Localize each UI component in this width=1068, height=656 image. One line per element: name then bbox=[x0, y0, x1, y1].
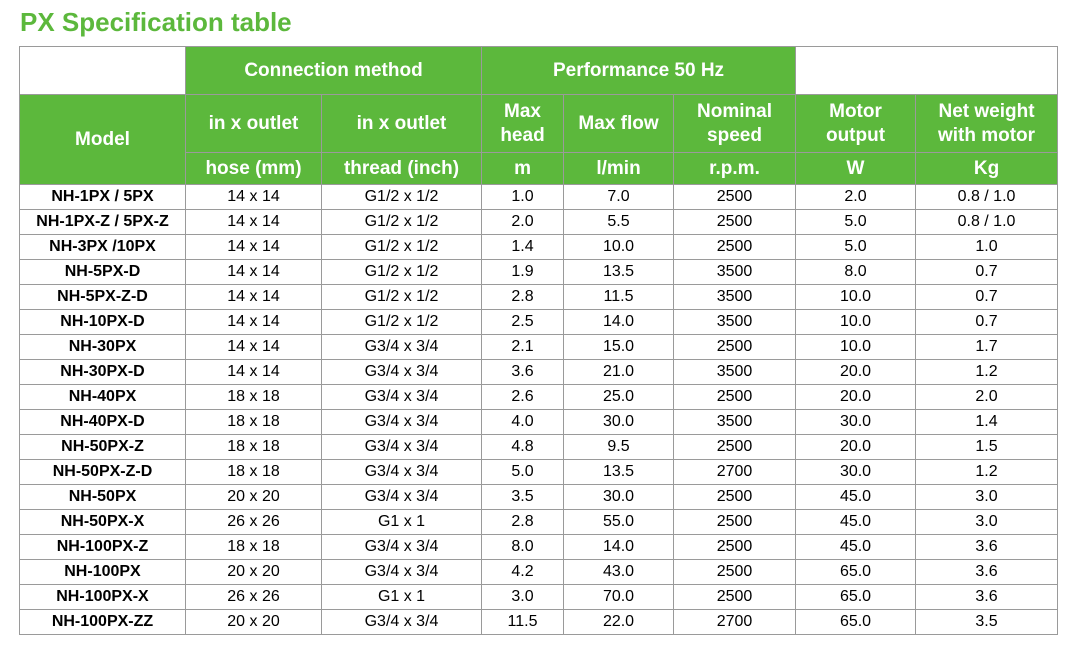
nominal-speed-cell: 2700 bbox=[674, 460, 796, 485]
motor-output-cell: 65.0 bbox=[796, 560, 916, 585]
nominal-speed-cell: 3500 bbox=[674, 285, 796, 310]
nominal-speed-cell: 2500 bbox=[674, 210, 796, 235]
motor-output-cell: 20.0 bbox=[796, 435, 916, 460]
hose-size-cell: 18 x 18 bbox=[186, 410, 322, 435]
max-head-cell: 3.0 bbox=[482, 585, 564, 610]
motor-output-cell: 45.0 bbox=[796, 485, 916, 510]
max-flow-cell: 43.0 bbox=[564, 560, 674, 585]
nominal-speed-cell: 2500 bbox=[674, 335, 796, 360]
model-cell: NH-50PX-Z-D bbox=[20, 460, 186, 485]
max-flow-cell: 25.0 bbox=[564, 385, 674, 410]
nominal-speed-cell: 2700 bbox=[674, 610, 796, 635]
hose-size-cell: 14 x 14 bbox=[186, 335, 322, 360]
max-flow-cell: 14.0 bbox=[564, 535, 674, 560]
thread-size-cell: G3/4 x 3/4 bbox=[322, 610, 482, 635]
table-row bbox=[20, 310, 1058, 335]
table-row bbox=[20, 510, 1058, 535]
thread-size-cell: G3/4 x 3/4 bbox=[322, 535, 482, 560]
max-flow-cell: 15.0 bbox=[564, 335, 674, 360]
max-head-cell: 8.0 bbox=[482, 535, 564, 560]
max-head-cell: 3.6 bbox=[482, 360, 564, 385]
header-blank-left bbox=[20, 47, 186, 95]
max-head-cell: 5.0 bbox=[482, 460, 564, 485]
model-cell: NH-5PX-Z-D bbox=[20, 285, 186, 310]
table-row bbox=[20, 485, 1058, 510]
hose-size-cell: 14 x 14 bbox=[186, 310, 322, 335]
max-head-cell: 2.1 bbox=[482, 335, 564, 360]
model-cell: NH-100PX-X bbox=[20, 585, 186, 610]
thread-size-cell: G1/2 x 1/2 bbox=[322, 185, 482, 210]
model-cell: NH-5PX-D bbox=[20, 260, 186, 285]
net-weight-cell: 1.7 bbox=[916, 335, 1058, 360]
motor-output-cell: 65.0 bbox=[796, 585, 916, 610]
hose-unit: hose (mm) bbox=[186, 153, 322, 185]
thread-size-cell: G3/4 x 3/4 bbox=[322, 360, 482, 385]
motor-output-cell: 20.0 bbox=[796, 360, 916, 385]
hose-size-cell: 20 x 20 bbox=[186, 560, 322, 585]
max-flow-cell: 13.5 bbox=[564, 460, 674, 485]
table-row bbox=[20, 360, 1058, 385]
max-head-cell: 3.5 bbox=[482, 485, 564, 510]
net-weight-cell: 3.0 bbox=[916, 485, 1058, 510]
thread-size-cell: G1 x 1 bbox=[322, 585, 482, 610]
max-head-cell: 2.5 bbox=[482, 310, 564, 335]
max-flow-cell: 7.0 bbox=[564, 185, 674, 210]
net-weight-cell: 1.2 bbox=[916, 460, 1058, 485]
model-cell: NH-40PX bbox=[20, 385, 186, 410]
max-head-cell: 4.0 bbox=[482, 410, 564, 435]
thread-size-cell: G1/2 x 1/2 bbox=[322, 235, 482, 260]
motor-output-cell: 2.0 bbox=[796, 185, 916, 210]
table-row bbox=[20, 260, 1058, 285]
max-flow-cell: 30.0 bbox=[564, 410, 674, 435]
max-head-cell: 11.5 bbox=[482, 610, 564, 635]
hose-size-cell: 14 x 14 bbox=[186, 360, 322, 385]
motor-output-cell: 10.0 bbox=[796, 285, 916, 310]
motor-output-cell: 20.0 bbox=[796, 385, 916, 410]
table-row bbox=[20, 385, 1058, 410]
max-head-cell: 2.8 bbox=[482, 285, 564, 310]
nominal-speed-cell: 2500 bbox=[674, 385, 796, 410]
model-cell: NH-1PX / 5PX bbox=[20, 185, 186, 210]
hose-size-cell: 14 x 14 bbox=[186, 260, 322, 285]
thread-size-cell: G3/4 x 3/4 bbox=[322, 335, 482, 360]
hose-size-cell: 14 x 14 bbox=[186, 285, 322, 310]
thread-size-cell: G1/2 x 1/2 bbox=[322, 260, 482, 285]
thread-size-cell: G3/4 x 3/4 bbox=[322, 560, 482, 585]
header-group-row bbox=[20, 47, 1058, 95]
net-weight-cell: 0.7 bbox=[916, 310, 1058, 335]
table-header bbox=[20, 47, 1058, 185]
model-cell: NH-3PX /10PX bbox=[20, 235, 186, 260]
nominal-speed-cell: 3500 bbox=[674, 410, 796, 435]
motor-output-cell: 8.0 bbox=[796, 260, 916, 285]
hose-size-cell: 20 x 20 bbox=[186, 485, 322, 510]
net-weight-cell: 3.6 bbox=[916, 535, 1058, 560]
thread-header: in x outlet bbox=[322, 95, 482, 153]
model-cell: NH-1PX-Z / 5PX-Z bbox=[20, 210, 186, 235]
model-cell: NH-10PX-D bbox=[20, 310, 186, 335]
header-blank-right bbox=[796, 47, 1058, 95]
table-row bbox=[20, 610, 1058, 635]
thread-size-cell: G1/2 x 1/2 bbox=[322, 310, 482, 335]
table-row bbox=[20, 185, 1058, 210]
page-title: PX Specification table bbox=[20, 7, 292, 37]
motor-output-cell: 10.0 bbox=[796, 335, 916, 360]
model-cell: NH-100PX bbox=[20, 560, 186, 585]
model-cell: NH-50PX-Z bbox=[20, 435, 186, 460]
table-row bbox=[20, 410, 1058, 435]
hose-size-cell: 14 x 14 bbox=[186, 235, 322, 260]
max-flow-cell: 21.0 bbox=[564, 360, 674, 385]
nominal-speed-cell: 2500 bbox=[674, 485, 796, 510]
hose-size-cell: 14 x 14 bbox=[186, 210, 322, 235]
table-row bbox=[20, 560, 1058, 585]
net-weight-cell: 2.0 bbox=[916, 385, 1058, 410]
thread-size-cell: G3/4 x 3/4 bbox=[322, 485, 482, 510]
nominal-speed-cell: 2500 bbox=[674, 435, 796, 460]
max-flow-cell: 14.0 bbox=[564, 310, 674, 335]
max-flow-cell: 22.0 bbox=[564, 610, 674, 635]
nominal-speed-cell: 2500 bbox=[674, 510, 796, 535]
nominal-speed-cell: 3500 bbox=[674, 360, 796, 385]
table-row bbox=[20, 285, 1058, 310]
net-weight-cell: 3.5 bbox=[916, 610, 1058, 635]
model-header: Model bbox=[20, 95, 186, 185]
nominal-speed-cell: 2500 bbox=[674, 585, 796, 610]
hose-size-cell: 18 x 18 bbox=[186, 385, 322, 410]
max-flow-cell: 9.5 bbox=[564, 435, 674, 460]
net-weight-cell: 0.8 / 1.0 bbox=[916, 210, 1058, 235]
max-head-cell: 4.2 bbox=[482, 560, 564, 585]
motor-output-cell: 5.0 bbox=[796, 210, 916, 235]
max-flow-unit: l/min bbox=[564, 153, 674, 185]
nominal-speed-cell: 2500 bbox=[674, 560, 796, 585]
net-weight-cell: 1.5 bbox=[916, 435, 1058, 460]
table-body bbox=[20, 185, 1058, 635]
net-weight-cell: 3.6 bbox=[916, 585, 1058, 610]
max-flow-cell: 11.5 bbox=[564, 285, 674, 310]
max-head-cell: 1.0 bbox=[482, 185, 564, 210]
motor-output-cell: 45.0 bbox=[796, 510, 916, 535]
net-weight-cell: 0.7 bbox=[916, 285, 1058, 310]
motor-output-cell: 65.0 bbox=[796, 610, 916, 635]
table-row bbox=[20, 210, 1058, 235]
table-row bbox=[20, 460, 1058, 485]
connection-method-header: Connection method bbox=[186, 47, 482, 95]
nominal-speed-unit: r.p.m. bbox=[674, 153, 796, 185]
thread-size-cell: G3/4 x 3/4 bbox=[322, 435, 482, 460]
hose-size-cell: 14 x 14 bbox=[186, 185, 322, 210]
max-head-cell: 2.8 bbox=[482, 510, 564, 535]
max-flow-cell: 70.0 bbox=[564, 585, 674, 610]
thread-unit: thread (inch) bbox=[322, 153, 482, 185]
motor-output-cell: 30.0 bbox=[796, 410, 916, 435]
max-flow-cell: 13.5 bbox=[564, 260, 674, 285]
hose-header: in x outlet bbox=[186, 95, 322, 153]
model-cell: NH-100PX-ZZ bbox=[20, 610, 186, 635]
motor-output-cell: 45.0 bbox=[796, 535, 916, 560]
thread-size-cell: G1 x 1 bbox=[322, 510, 482, 535]
spec-table bbox=[19, 46, 1058, 635]
net-weight-cell: 1.2 bbox=[916, 360, 1058, 385]
model-cell: NH-100PX-Z bbox=[20, 535, 186, 560]
thread-size-cell: G3/4 x 3/4 bbox=[322, 460, 482, 485]
table-row bbox=[20, 335, 1058, 360]
performance-header: Performance 50 Hz bbox=[482, 47, 796, 95]
model-cell: NH-50PX-X bbox=[20, 510, 186, 535]
hose-size-cell: 18 x 18 bbox=[186, 535, 322, 560]
max-flow-cell: 10.0 bbox=[564, 235, 674, 260]
model-cell: NH-30PX bbox=[20, 335, 186, 360]
max-flow-cell: 30.0 bbox=[564, 485, 674, 510]
net-weight-cell: 1.4 bbox=[916, 410, 1058, 435]
model-cell: NH-30PX-D bbox=[20, 360, 186, 385]
net-weight-cell: 0.7 bbox=[916, 260, 1058, 285]
nominal-speed-cell: 2500 bbox=[674, 235, 796, 260]
header-label-row bbox=[20, 95, 1058, 153]
table-row bbox=[20, 235, 1058, 260]
thread-size-cell: G1/2 x 1/2 bbox=[322, 210, 482, 235]
nominal-speed-cell: 3500 bbox=[674, 310, 796, 335]
hose-size-cell: 26 x 26 bbox=[186, 585, 322, 610]
max-head-unit: m bbox=[482, 153, 564, 185]
nominal-speed-header: Nominal speed bbox=[674, 95, 796, 153]
max-head-header: Max head bbox=[482, 95, 564, 153]
motor-output-cell: 5.0 bbox=[796, 235, 916, 260]
hose-size-cell: 26 x 26 bbox=[186, 510, 322, 535]
max-head-cell: 2.6 bbox=[482, 385, 564, 410]
net-weight-cell: 3.6 bbox=[916, 560, 1058, 585]
table-row bbox=[20, 535, 1058, 560]
max-head-cell: 4.8 bbox=[482, 435, 564, 460]
thread-size-cell: G3/4 x 3/4 bbox=[322, 410, 482, 435]
nominal-speed-cell: 2500 bbox=[674, 185, 796, 210]
net-weight-unit: Kg bbox=[916, 153, 1058, 185]
net-weight-cell: 3.0 bbox=[916, 510, 1058, 535]
max-head-cell: 2.0 bbox=[482, 210, 564, 235]
nominal-speed-cell: 3500 bbox=[674, 260, 796, 285]
table-row bbox=[20, 435, 1058, 460]
thread-size-cell: G3/4 x 3/4 bbox=[322, 385, 482, 410]
max-head-cell: 1.9 bbox=[482, 260, 564, 285]
nominal-speed-cell: 2500 bbox=[674, 535, 796, 560]
max-head-cell: 1.4 bbox=[482, 235, 564, 260]
max-flow-cell: 55.0 bbox=[564, 510, 674, 535]
max-flow-cell: 5.5 bbox=[564, 210, 674, 235]
hose-size-cell: 18 x 18 bbox=[186, 435, 322, 460]
thread-size-cell: G1/2 x 1/2 bbox=[322, 285, 482, 310]
motor-output-unit: W bbox=[796, 153, 916, 185]
motor-output-header: Motor output bbox=[796, 95, 916, 153]
motor-output-cell: 30.0 bbox=[796, 460, 916, 485]
table-row bbox=[20, 585, 1058, 610]
motor-output-cell: 10.0 bbox=[796, 310, 916, 335]
net-weight-header: Net weight with motor bbox=[916, 95, 1058, 153]
net-weight-cell: 1.0 bbox=[916, 235, 1058, 260]
hose-size-cell: 20 x 20 bbox=[186, 610, 322, 635]
net-weight-cell: 0.8 / 1.0 bbox=[916, 185, 1058, 210]
model-cell: NH-50PX bbox=[20, 485, 186, 510]
max-flow-header: Max flow bbox=[564, 95, 674, 153]
hose-size-cell: 18 x 18 bbox=[186, 460, 322, 485]
model-cell: NH-40PX-D bbox=[20, 410, 186, 435]
